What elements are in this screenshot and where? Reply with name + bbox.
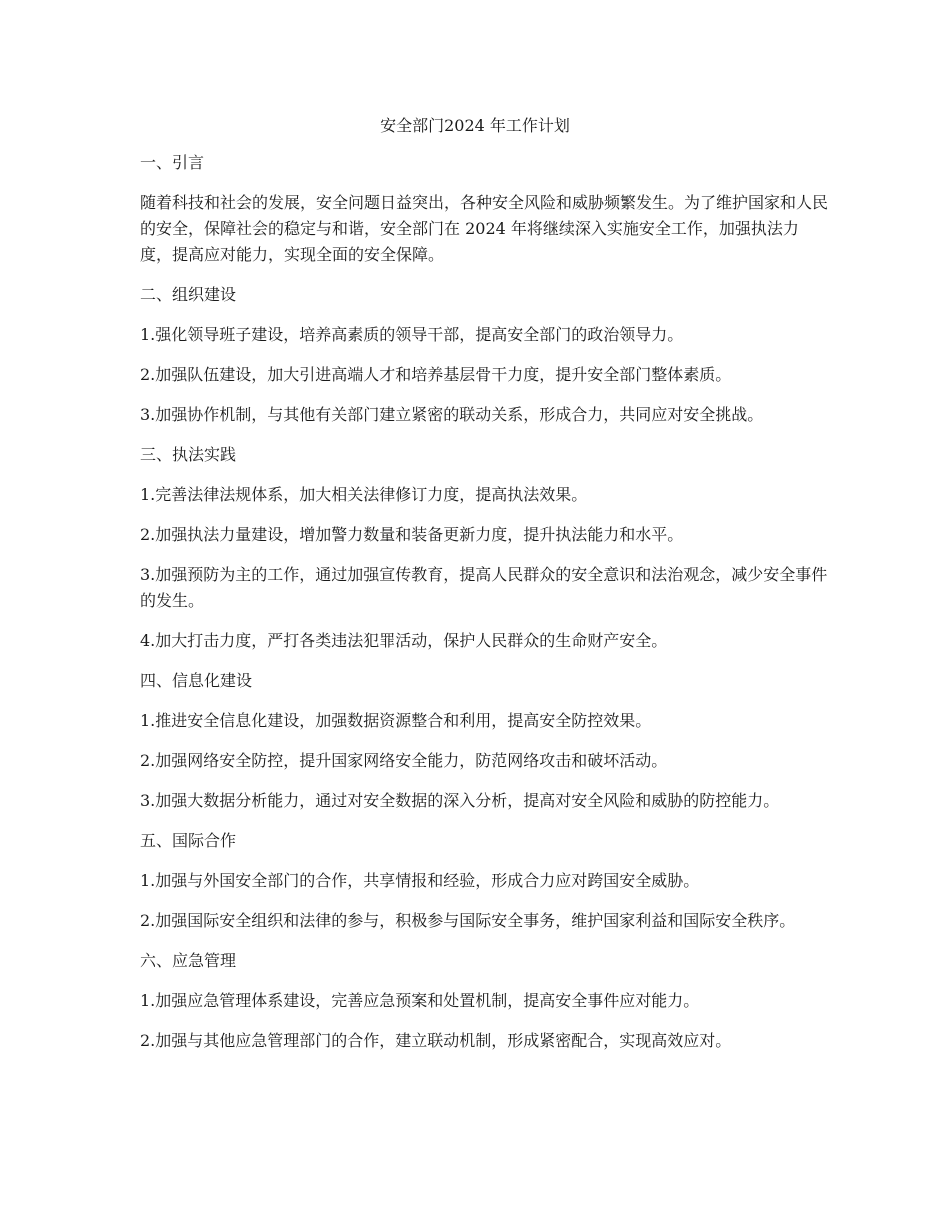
section-paragraph: 2.加强网络安全防控，提升国家网络安全能力，防范网络攻击和破坏活动。 [140,751,668,770]
section-introduction [140,150,830,268]
section-paragraph: 4.加大打击力度，严打各类违法犯罪活动，保护人民群众的生命财产安全。 [140,631,668,650]
section-paragraph: 3.加强预防为主的工作，通过加强宣传教育，提高人民群众的安全意识和法治观念，减少安全事件的发生。 [140,565,828,610]
section-paragraph: 2.加强执法力量建设，增加警力数量和装备更新力度，提升执法能力和水平。 [140,525,684,544]
section-paragraph: 2.加强与其他应急管理部门的合作，建立联动机制，形成紧密配合，实现高效应对。 [140,1031,732,1050]
section-heading: 四、信息化建设 [140,671,253,690]
section-organization [140,282,830,428]
section-paragraph: 随着科技和社会的发展，安全问题日益突出，各种安全风险和威胁频繁发生。为了维护国家和人民的安全，保障社会的稳定与和谐，安全部门在 2024 年将继续深入实施安全工作，加强执法力度，提高应对能力，实现全面的安全保障。 [140,193,829,264]
section-law-enforcement [140,442,830,654]
section-paragraph: 2.加强国际安全组织和法律的参与，积极参与国际安全事务，维护国家利益和国际安全秩序。 [140,911,796,930]
section-heading: 三、执法实践 [140,445,237,464]
section-heading: 五、国际合作 [140,831,237,850]
document-body [140,150,830,1068]
section-paragraph: 3.加强大数据分析能力，通过对安全数据的深入分析，提高对安全风险和威胁的防控能力。 [140,791,780,810]
section-paragraph: 1.加强应急管理体系建设，完善应急预案和处置机制，提高安全事件应对能力。 [140,991,700,1010]
section-paragraph: 2.加强队伍建设，加大引进高端人才和培养基层骨干力度，提升安全部门整体素质。 [140,365,732,384]
section-informatization [140,668,830,814]
section-international-cooperation [140,828,830,934]
section-heading: 一、引言 [140,153,205,172]
section-paragraph: 1.加强与外国安全部门的合作，共享情报和经验，形成合力应对跨国安全威胁。 [140,871,700,890]
document-title: 安全部门2024 年工作计划 [380,116,570,135]
section-paragraph: 1.推进安全信息化建设，加强数据资源整合和利用，提高安全防控效果。 [140,711,652,730]
section-paragraph: 1.完善法律法规体系，加大相关法律修订力度，提高执法效果。 [140,485,588,504]
section-heading: 六、应急管理 [140,951,237,970]
section-emergency-management [140,948,830,1054]
section-heading: 二、组织建设 [140,285,237,304]
section-paragraph: 3.加强协作机制，与其他有关部门建立紧密的联动关系，形成合力，共同应对安全挑战。 [140,405,764,424]
section-paragraph: 1.强化领导班子建设，培养高素质的领导干部，提高安全部门的政治领导力。 [140,325,684,344]
